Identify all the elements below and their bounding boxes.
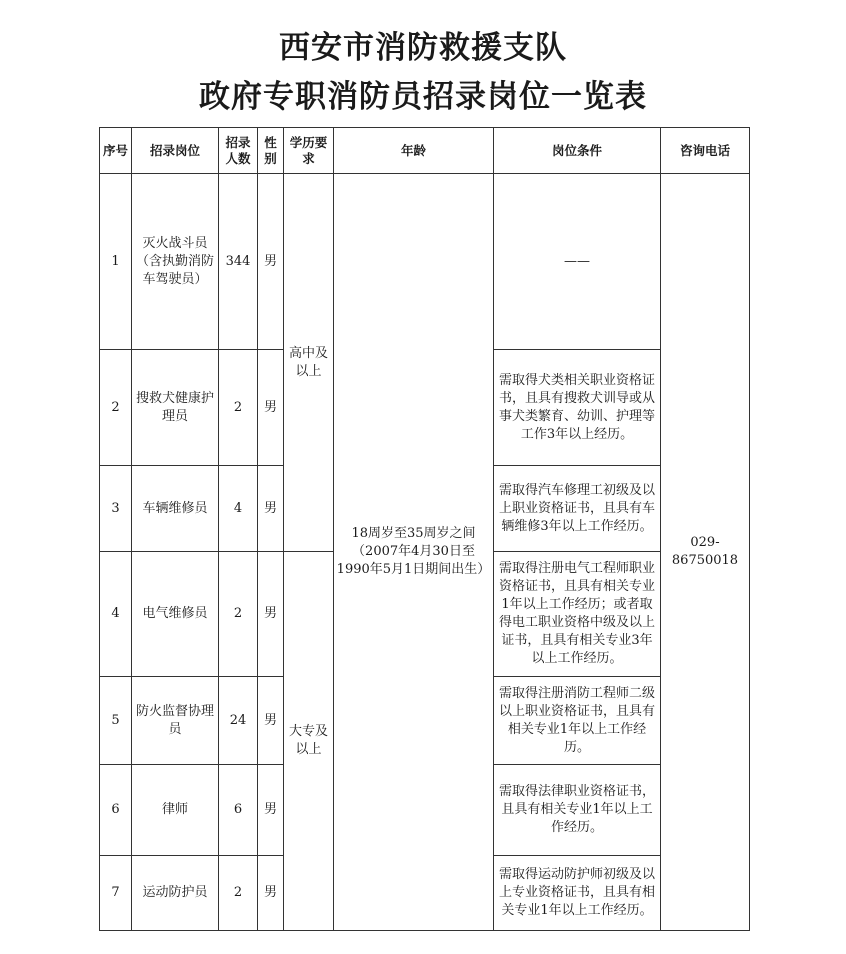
row-conditions xyxy=(494,174,661,350)
header-count: 招录人数 xyxy=(219,128,258,174)
header-age: 年龄 xyxy=(334,128,494,174)
document-title-line2: 政府专职消防员招录岗位一览表 xyxy=(199,79,647,115)
education-group-college xyxy=(284,552,334,931)
row-count: 6 xyxy=(219,765,258,856)
row-position: 电气维修员 xyxy=(132,552,219,677)
header-education: 学历要求 xyxy=(284,128,334,174)
row-seq: 5 xyxy=(100,677,132,765)
row-gender: 男 xyxy=(258,765,284,856)
row-position: 搜救犬健康护理员 xyxy=(132,350,219,466)
age-birth-dates: （2007年4月30日至1990年5月1日期间出生） xyxy=(336,544,491,577)
row-seq: 6 xyxy=(100,765,132,856)
education-value: 高中及以上 xyxy=(288,345,328,379)
row-gender: 男 xyxy=(258,350,284,466)
education-value: 大专及以上 xyxy=(288,724,328,757)
header-gender: 性别 xyxy=(258,128,284,174)
table-row xyxy=(100,174,750,350)
header-phone: 咨询电话 xyxy=(661,128,750,174)
row-count: 4 xyxy=(219,466,258,552)
row-conditions: 需取得运动防护师初级及以上专业资格证书，且具有相关专业1年以上工作经历。 xyxy=(494,856,661,931)
row-seq: 1 xyxy=(100,174,132,350)
row-count: 344 xyxy=(219,174,258,350)
row-count: 2 xyxy=(219,856,258,931)
row-seq: 3 xyxy=(100,466,132,552)
age-range: 18周岁至35周岁之间 xyxy=(351,526,476,541)
row-gender: 男 xyxy=(258,466,284,552)
em-dash: —— xyxy=(564,253,590,269)
row-seq: 2 xyxy=(100,350,132,466)
age-requirement xyxy=(334,174,494,931)
row-conditions: 需取得法律职业资格证书，且具有相关专业1年以上工作经历。 xyxy=(494,765,661,856)
row-gender: 男 xyxy=(258,552,284,677)
row-position: 防火监督协理员 xyxy=(132,677,219,765)
header-conditions: 岗位条件 xyxy=(494,128,661,174)
row-seq: 7 xyxy=(100,856,132,931)
row-conditions: 需取得犬类相关职业资格证书，且具有搜救犬训导或从事犬类繁育、幼训、护理等工作3年以上经历。 xyxy=(494,350,661,466)
row-conditions: 需取得汽车修理工初级及以上职业资格证书，且具有车辆维修3年以上工作经历。 xyxy=(494,466,661,552)
row-count: 2 xyxy=(219,350,258,466)
header-position: 招录岗位 xyxy=(132,128,219,174)
header-seq: 序号 xyxy=(100,128,132,174)
row-conditions: 需取得注册电气工程师职业资格证书，且具有相关专业1年以上工作经历；或者取得电工职业资格中级及以上证书，且具有相关专业3年以上工作经历。 xyxy=(494,552,661,677)
row-gender: 男 xyxy=(258,677,284,765)
recruitment-table xyxy=(99,127,750,931)
row-count: 2 xyxy=(219,552,258,677)
row-count: 24 xyxy=(219,677,258,765)
consult-phone: 029-86750018 xyxy=(661,174,750,931)
row-position: 车辆维修员 xyxy=(132,466,219,552)
row-seq: 4 xyxy=(100,552,132,677)
header-row xyxy=(100,128,750,174)
education-group-high-school xyxy=(284,174,334,552)
row-conditions: 需取得注册消防工程师二级以上职业资格证书，且具有相关专业1年以上工作经历。 xyxy=(494,677,661,765)
row-gender: 男 xyxy=(258,174,284,350)
row-position: 运动防护员 xyxy=(132,856,219,931)
row-gender: 男 xyxy=(258,856,284,931)
document-title-line1: 西安市消防救援支队 xyxy=(279,30,567,66)
row-position: 灭火战斗员（含执勤消防车驾驶员） xyxy=(132,174,219,350)
row-position: 律师 xyxy=(132,765,219,856)
